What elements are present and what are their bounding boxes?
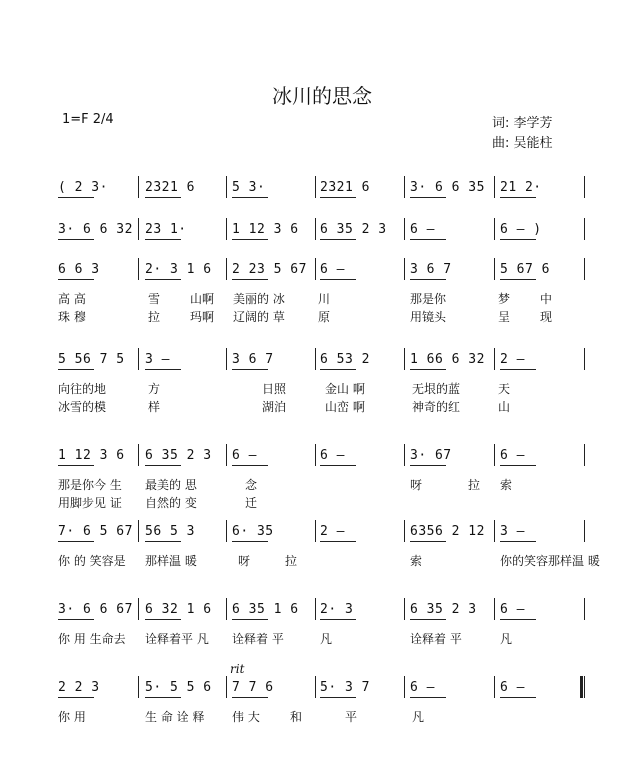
bar-line: [404, 520, 405, 542]
lyric-word: 呀: [410, 478, 423, 492]
beam-line: [320, 197, 356, 198]
measure: 6 –: [500, 680, 525, 695]
beam-line: [232, 541, 268, 542]
beam-line: [145, 465, 181, 466]
measure: 3· 6 6 35: [410, 180, 485, 195]
bar-line: [315, 348, 316, 370]
song-title: 冰川的思念: [272, 84, 372, 108]
lyric-word: 神奇的红: [412, 400, 461, 414]
bar-line: [494, 444, 495, 466]
lyric-word: 索: [410, 554, 423, 568]
measure: 2321 6: [145, 180, 195, 195]
measure: 1 12 3 6: [58, 448, 125, 463]
bar-line: [494, 676, 495, 698]
final-bar-line: [580, 676, 583, 698]
beam-line: [232, 239, 268, 240]
measure: 7 7 6: [232, 680, 274, 695]
measure: 6 –: [500, 602, 525, 617]
beam-line: [232, 369, 268, 370]
tempo-marking: rit: [230, 662, 245, 676]
lyric-word: 你的笑容那样温 暖: [500, 554, 600, 568]
lyric-word: 拉: [148, 310, 161, 324]
beam-line: [500, 239, 536, 240]
bar-line: [315, 676, 316, 698]
bar-line: [315, 520, 316, 542]
bar-line: [138, 598, 139, 620]
lyric-word: 念: [245, 478, 258, 492]
bar-line: [315, 444, 316, 466]
beam-line: [145, 619, 181, 620]
beam-line: [320, 369, 356, 370]
measure: 6 53 2: [320, 352, 370, 367]
measure: 21 2·: [500, 180, 542, 195]
lyric-word: 金山 啊: [325, 382, 365, 396]
bar-line: [584, 676, 585, 698]
bar-line: [315, 258, 316, 280]
lyric-word: 用镜头: [410, 310, 447, 324]
beam-line: [145, 279, 181, 280]
beam-line: [232, 619, 268, 620]
lyric-word: 伟 大: [232, 710, 260, 724]
beam-line: [320, 239, 356, 240]
beam-line: [58, 239, 94, 240]
lyric-word: 川: [318, 292, 331, 306]
beam-line: [145, 697, 181, 698]
bar-line: [584, 258, 585, 280]
bar-line: [138, 218, 139, 240]
measure: 3 6 7: [232, 352, 274, 367]
measure: 6 –: [410, 222, 435, 237]
bar-line: [315, 598, 316, 620]
measure: 2 23 5 67: [232, 262, 307, 277]
beam-line: [58, 197, 94, 198]
lyric-word: 美丽的 冰: [233, 292, 285, 306]
bar-line: [584, 348, 585, 370]
lyric-word: 湖泊: [262, 400, 287, 414]
bar-line: [315, 176, 316, 198]
measure: 5· 5 5 6: [145, 680, 212, 695]
measure: 6 – ): [500, 222, 542, 237]
beam-line: [500, 619, 536, 620]
lyric-word: 梦: [498, 292, 511, 306]
measure: ( 2 3·: [58, 180, 108, 195]
beam-line: [145, 541, 181, 542]
bar-line: [138, 520, 139, 542]
bar-line: [404, 348, 405, 370]
beam-line: [232, 279, 268, 280]
lyric-word: 最美的 思: [145, 478, 197, 492]
measure: 2 –: [500, 352, 525, 367]
bar-line: [226, 348, 227, 370]
beam-line: [500, 369, 536, 370]
lyric-word: 呈: [498, 310, 511, 324]
beam-line: [410, 697, 446, 698]
bar-line: [404, 258, 405, 280]
measure: 1 66 6 32: [410, 352, 485, 367]
beam-line: [410, 279, 446, 280]
bar-line: [494, 218, 495, 240]
beam-line: [232, 465, 268, 466]
beam-line: [500, 697, 536, 698]
lyric-word: 你 用 生命去: [58, 632, 126, 646]
measure: 3· 67: [410, 448, 452, 463]
lyric-word: 现: [540, 310, 553, 324]
lyric-word: 诠释着 平: [410, 632, 462, 646]
measure: 2· 3: [320, 602, 354, 617]
measure: 6 –: [320, 448, 345, 463]
bar-line: [226, 444, 227, 466]
lyric-word: 原: [318, 310, 331, 324]
lyric-word: 迁: [245, 496, 258, 510]
measure: 6 –: [410, 680, 435, 695]
lyric-word: 天: [498, 382, 511, 396]
lyric-word: 那是你: [410, 292, 447, 306]
bar-line: [584, 218, 585, 240]
lyric-word: 你 的 笑容是: [58, 554, 126, 568]
measure: 6 –: [320, 262, 345, 277]
measure: 6 35 2 3: [410, 602, 477, 617]
lyric-word: 无垠的蓝: [412, 382, 461, 396]
key-time-signature: 1=F 2/4: [62, 112, 114, 127]
lyric-word: 向往的地: [58, 382, 107, 396]
beam-line: [320, 697, 356, 698]
bar-line: [494, 598, 495, 620]
beam-line: [410, 197, 446, 198]
measure: 5 56 7 5: [58, 352, 125, 367]
lyric-word: 诠释着平 凡: [145, 632, 209, 646]
bar-line: [226, 598, 227, 620]
measure: 1 12 3 6: [232, 222, 299, 237]
beam-line: [58, 619, 94, 620]
measure: 3 –: [145, 352, 170, 367]
beam-line: [320, 465, 356, 466]
lyric-word: 中: [540, 292, 553, 306]
lyric-word: 呀: [238, 554, 251, 568]
lyric-word: 那样温 暖: [145, 554, 197, 568]
bar-line: [494, 520, 495, 542]
measure: 6356 2 12: [410, 524, 485, 539]
measure: 56 5 3: [145, 524, 195, 539]
bar-line: [584, 444, 585, 466]
measure: 5· 3 7: [320, 680, 370, 695]
beam-line: [410, 239, 446, 240]
lyric-word: 高 高: [58, 292, 86, 306]
lyric-word: 生 命 诠 释: [145, 710, 205, 724]
lyric-word: 诠释着 平: [232, 632, 284, 646]
measure: 6 35 2 3: [320, 222, 387, 237]
bar-line: [226, 176, 227, 198]
beam-line: [58, 465, 94, 466]
lyric-word: 和: [290, 710, 303, 724]
lyric-word: 拉: [468, 478, 481, 492]
measure: 5 3·: [232, 180, 266, 195]
bar-line: [404, 598, 405, 620]
beam-line: [410, 369, 446, 370]
measure: 2 2 3: [58, 680, 100, 695]
composer-credit: 曲: 吴能柱: [492, 136, 553, 151]
bar-line: [494, 258, 495, 280]
bar-line: [138, 258, 139, 280]
beam-line: [410, 619, 446, 620]
lyric-word: 样: [148, 400, 161, 414]
bar-line: [494, 348, 495, 370]
bar-line: [226, 258, 227, 280]
measure: 7· 6 5 67: [58, 524, 133, 539]
bar-line: [494, 176, 495, 198]
bar-line: [315, 218, 316, 240]
bar-line: [584, 520, 585, 542]
measure: 3 6 7: [410, 262, 452, 277]
beam-line: [410, 541, 446, 542]
measure: 6 6 3: [58, 262, 100, 277]
lyric-word: 山: [498, 400, 511, 414]
lyric-word: 雪: [148, 292, 161, 306]
measure: 6 35 1 6: [232, 602, 299, 617]
measure: 6 –: [232, 448, 257, 463]
bar-line: [404, 218, 405, 240]
beam-line: [410, 465, 446, 466]
lyric-word: 用脚步见 证: [58, 496, 122, 510]
beam-line: [500, 279, 536, 280]
measure: 5 67 6: [500, 262, 550, 277]
beam-line: [320, 619, 356, 620]
lyric-word: 自然的 变: [145, 496, 197, 510]
lyric-word: 拉: [285, 554, 298, 568]
beam-line: [320, 279, 356, 280]
lyric-word: 你 用: [58, 710, 86, 724]
measure: 6 –: [500, 448, 525, 463]
beam-line: [232, 697, 268, 698]
measure: 3· 6 6 32: [58, 222, 133, 237]
lyric-word: 索: [500, 478, 513, 492]
lyric-word: 山峦 啊: [325, 400, 365, 414]
beam-line: [58, 697, 94, 698]
bar-line: [226, 520, 227, 542]
beam-line: [145, 239, 181, 240]
beam-line: [145, 369, 181, 370]
beam-line: [145, 197, 181, 198]
measure: 6 32 1 6: [145, 602, 212, 617]
measure: 2· 3 1 6: [145, 262, 212, 277]
bar-line: [138, 676, 139, 698]
bar-line: [584, 176, 585, 198]
beam-line: [320, 541, 356, 542]
lyric-word: 辽阔的 草: [233, 310, 285, 324]
measure: 3· 6 6 67: [58, 602, 133, 617]
lyric-word: 珠 穆: [58, 310, 86, 324]
bar-line: [404, 676, 405, 698]
lyric-word: 山啊: [190, 292, 215, 306]
bar-line: [226, 676, 227, 698]
measure: 2 –: [320, 524, 345, 539]
lyric-word: 那是你今 生: [58, 478, 122, 492]
beam-line: [500, 465, 536, 466]
measure: 2321 6: [320, 180, 370, 195]
bar-line: [138, 176, 139, 198]
bar-line: [138, 348, 139, 370]
lyric-word: 凡: [412, 710, 425, 724]
bar-line: [138, 444, 139, 466]
lyric-word: 平: [345, 710, 358, 724]
beam-line: [58, 279, 94, 280]
bar-line: [404, 444, 405, 466]
bar-line: [226, 218, 227, 240]
lyricist-credit: 词: 李学芳: [492, 116, 553, 131]
measure: 23 1·: [145, 222, 187, 237]
beam-line: [232, 197, 268, 198]
bar-line: [584, 598, 585, 620]
lyric-word: 凡: [500, 632, 513, 646]
beam-line: [58, 369, 94, 370]
measure: 6 35 2 3: [145, 448, 212, 463]
measure: 3 –: [500, 524, 525, 539]
beam-line: [500, 197, 536, 198]
beam-line: [500, 541, 536, 542]
lyric-word: 玛啊: [190, 310, 215, 324]
lyric-word: 冰雪的模: [58, 400, 107, 414]
lyric-word: 方: [148, 382, 161, 396]
measure: 6· 35: [232, 524, 274, 539]
lyric-word: 日照: [262, 382, 287, 396]
bar-line: [404, 176, 405, 198]
beam-line: [58, 541, 94, 542]
lyric-word: 凡: [320, 632, 333, 646]
